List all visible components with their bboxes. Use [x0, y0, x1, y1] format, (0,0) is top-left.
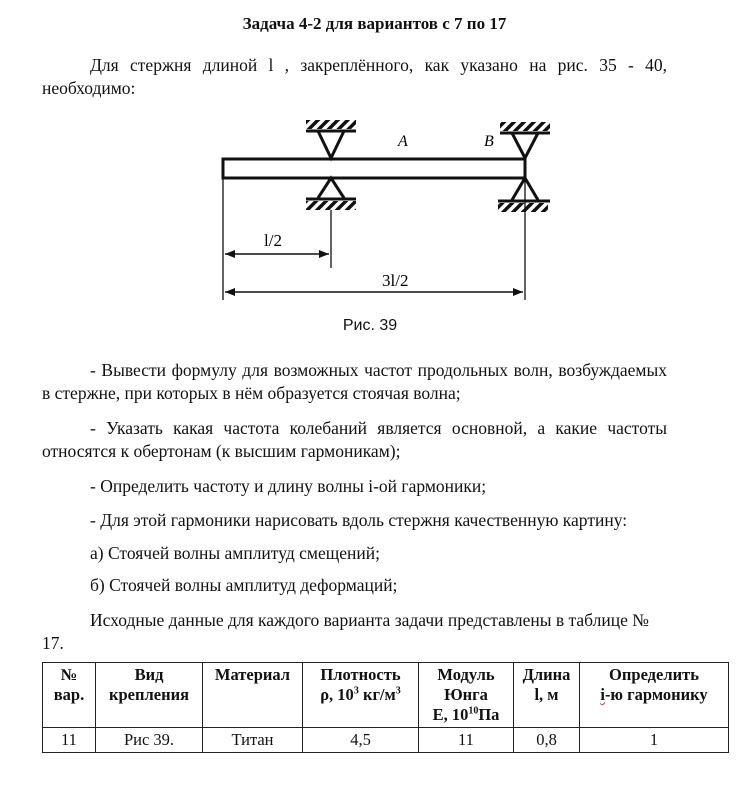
task-2: - Указать какая частота колебаний является основной, а какие частоты относятся к обертонам (к высшим гармоникам); [42, 418, 667, 461]
page-title: Задача 4-2 для вариантов с 7 по 17 [242, 14, 507, 33]
header-var: вар. [53, 685, 85, 704]
header-material: Материал [203, 663, 303, 728]
rod [223, 159, 525, 178]
label-a: A [398, 133, 408, 150]
task-b: б) Стоячей волны амплитуд деформаций; [90, 575, 398, 595]
cell-harmonic: 1 [580, 728, 729, 753]
table-header-row [43, 663, 729, 728]
support-b-bottom [498, 178, 550, 212]
cell-var: 11 [43, 728, 96, 753]
dim-label-full: 3l/2 [382, 271, 409, 290]
task-3: - Определить частоту и длину волны i-ой гармоники; [90, 476, 487, 496]
cell-length: 0,8 [514, 728, 580, 753]
header-mount-2: крепления [108, 685, 190, 704]
header-length: Длина l, м [514, 663, 580, 728]
header-harmonic: Определить i-ю гармонику [580, 663, 729, 728]
cell-material: Титан [203, 728, 303, 753]
table-row [43, 728, 729, 753]
support-b-top [500, 122, 550, 158]
dim-label-half: l/2 [264, 231, 282, 250]
task-1: - Вывести формулу для возможных частот продольных волн, возбуждаемых в стержне, при которых в нём образуется стоячая волна; [42, 360, 667, 403]
intro-paragraph: Для стержня длиной l , закреплённого, как указано на рис. 35 - 40, необходимо: [42, 55, 667, 98]
header-num: № [60, 665, 78, 684]
data-table [42, 662, 729, 753]
header-young: Модуль Юнга E, $10^{10}Па$ [419, 663, 514, 728]
support-a-bottom [306, 178, 356, 210]
label-b: B [484, 133, 494, 150]
cell-density: 4,5 [303, 728, 419, 753]
support-a-top [306, 120, 356, 158]
header-density: Плотность ρ, $10^3$ $кг/м^3$ [303, 663, 419, 728]
table-intro: Исходные данные для каждого варианта задачи представлены в таблице № 17. [42, 610, 649, 653]
beam-diagram [0, 0, 749, 320]
task-4: - Для этой гармоники нарисовать вдоль стержня качественную картину: [90, 510, 628, 530]
figure-caption: Рис. 39 [342, 317, 398, 334]
header-mount: Вид [134, 665, 164, 684]
cell-young: 11 [419, 728, 514, 753]
cell-mount: Рис 39. [96, 728, 203, 753]
task-a: а) Стоячей волны амплитуд смещений; [90, 543, 380, 563]
